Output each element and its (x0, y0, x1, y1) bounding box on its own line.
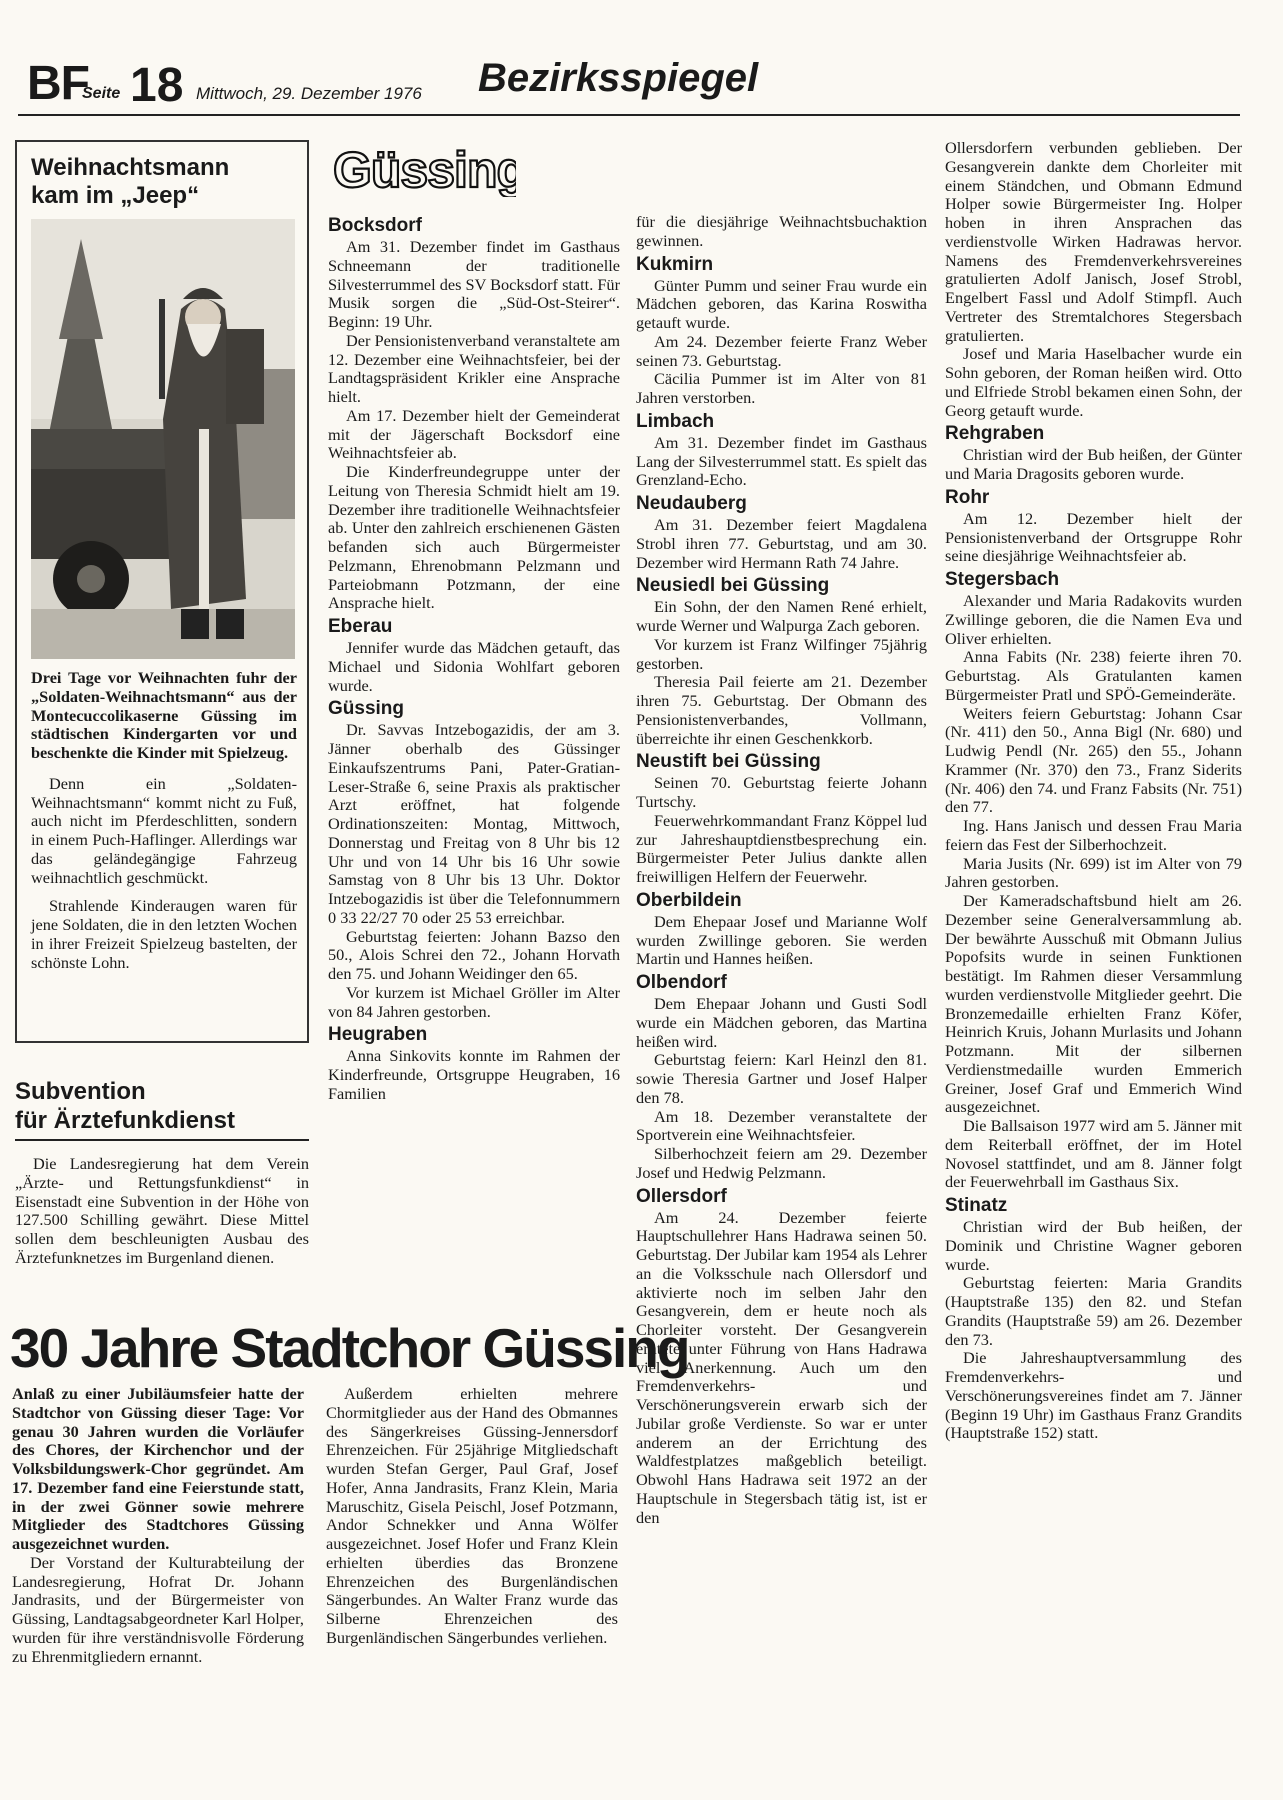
paragraph: Geburtstag feierten: Maria Grandits (Hauptstraße 135) den 82. und Stefan Grandits (Hauptstraße 59) am 26. Dezember den 73. (945, 1273, 1242, 1349)
village-heading: Neustift bei Güssing (636, 751, 821, 773)
santa-photo-illustration (31, 219, 295, 659)
stadtchor-lead: Anlaß zu einer Jubiläumsfeier hatte der Stadtchor von Güssing dieser Tage: Vor genau 30 Jahren wurden die Vorläufer des Chores, der Kirchenchor und der Volksbildungswerk-Chor gegründet. Am 17. Dezember fand eine Feierstunde statt, in der zwei Gönner sowie mehrere Mitglieder des Stadtchores Güssing ausgezeichnet wurden. (12, 1384, 304, 1553)
village-heading: Güssing (328, 698, 405, 720)
jeep-article-body (31, 669, 297, 972)
village-heading: Kukmirn (636, 253, 714, 275)
issue-date: Mittwoch, 29. Dezember 1976 (196, 84, 422, 103)
stadtchor-headline: 30 Jahre Stadtchor Güssing (10, 1317, 689, 1379)
paragraph: Maria Jusits (Nr. 699) ist im Alter von 79 Jahren gestorben. (945, 853, 1242, 892)
paragraph: Die Jahreshauptversammlung des Fremdenverkehrs- und Verschönerungsvereines findet am 7. Jänner (Beginn 19 Uhr) im Gasthaus Franz Grandits (Hauptstraße 152) statt. (945, 1348, 1242, 1443)
paragraph: Seinen 70. Geburtstag feierte Johann Turtschy. (636, 773, 927, 811)
paragraph: Außerdem erhielten mehrere Chormitglieder aus der Hand des Obmannes des Sängerkreises Güssing-Jennersdorf Ehrenzeichen. Für 25jährige Mitgliedschaft wurden Stefan Gerger, Paul Graf, Josef Hofer, Anna Jandrasits, Franz Klein, Maria Maruschitz, Gisela Peischl, Josef Potzmann, Andor Schnekker und Anna Wölfer ausgezeichnet. Josef Hofer und Franz Klein erhielten überdies das Bronzene Ehrenzeichen des Burgenländischen Sängerbundes. An Walter Franz wurde das Silberne Ehrenzeichen des Burgenländischen Sängerbundes verliehen. (326, 1384, 618, 1647)
publication-logo: BF (27, 57, 89, 110)
village-heading: Heugraben (328, 1024, 428, 1046)
paragraph: Theresia Pail feierte am 21. Dezember ihren 75. Geburtstag. Der Obmann des Pensionistenverbandes, Vollmann, überreichte ihr einen Geschenkkorb. (636, 672, 927, 748)
paragraph: Die Landesregierung hat dem Verein „Ärzte- und Rettungsfunkdienst“ in Eisenstadt eine Subvention in der Höhe von 127.500 Schilling gewährt. Diese Mittel sollen dem beschleunigten Ausbau des Ärztefunknetzes im Burgenland dienen. (15, 1154, 309, 1267)
stadtchor-col-2 (326, 1385, 618, 1648)
paragraph: Der Kameradschaftsbund hielt am 26. Dezember seine Generalversammlung ab. Der bewährte Ausschuß mit Obmann Julius Popofsits wurde in seinen Funktionen bestätigt. Im Rahmen dieser Versammlung wurden verdienstvolle Mitglieder geehrt. Die Bronzemedaille erhielten Franz Köfer, Heinrich Kruis, Johann Murlasits und Johann Potzmann. Mit der silbernen Verdienstmedaille wurden Emmerich Greiner, Josef Graf und Emmerich Wind ausgezeichnet. (945, 891, 1242, 1117)
village-heading: Olbendorf (636, 972, 727, 993)
village-heading: Stegersbach (945, 569, 1060, 590)
paragraph: für die diesjährige Weihnachtsbuchaktion gewinnen. (636, 212, 927, 250)
village-heading: Rehgraben (945, 423, 1045, 445)
paragraph: Die Ballsaison 1977 wird am 5. Jänner mit dem Reiterball eröffnet, der im Hotel Novosel stattfindet, und am 8. Jänner folgt der Feuerwehrball im Gasthaus Six. (945, 1116, 1242, 1192)
subvention-article (15, 1077, 309, 1268)
guessing-section-logo (331, 139, 516, 197)
paragraph: Anna Sinkovits konnte im Rahmen der Kinderfreunde, Ortsgruppe Heugraben, 16 Familien (328, 1046, 620, 1103)
paragraph: Feuerwehrkommandant Franz Köppel lud zur Jahreshauptdienstbesprechung ein. Bürgermeister Peter Julius dankte allen freiwilligen Helfern der Feuerwehr. (636, 810, 927, 886)
subvention-title: Subvention für Ärztefunkdienst (15, 1078, 236, 1134)
paragraph: Cäcilia Pummer ist im Alter von 81 Jahren verstorben. (636, 369, 927, 407)
village-heading: Stinatz (945, 1195, 1008, 1216)
paragraph: Dr. Savvas Intzebogazidis, der am 3. Jänner oberhalb des Güssinger Einkaufszentrums Pani, Pater-Gratian-Leser-Straße 6, seine Praxis als praktischer Arzt eröffnet, hat folgende Ordinationszeiten: Montag, Mittwoch, Donnerstag und Freitag von 8 Uhr bis 12 Uhr und von 14 Uhr bis 16 Uhr sowie Samstag von 8 Uhr bis 13 Uhr. Doktor Intzebogazidis ist über die Telefonnummern 0 33 22/27 70 oder 25 53 erreichbar. (328, 720, 620, 927)
header-rule (18, 114, 1240, 116)
paragraph: Am 31. Dezember findet im Gasthaus Schneemann der traditionelle Silvesterrummel des SV Bocksdorf statt. Für Musik sorgen die „Süd-Ost-Steirer“. Beginn: 19 Uhr. (328, 237, 620, 331)
paragraph: Jennifer wurde das Mädchen getauft, das Michael und Sidonia Wohlfart geboren wurde. (328, 638, 620, 695)
paragraph: Am 31. Dezember feiert Magdalena Strobl ihren 77. Geburtstag, und am 30. Dezember wird Hermann Rath 74 Jahre. (636, 515, 927, 572)
stadtchor-col-1 (12, 1385, 304, 1666)
title-rule (15, 1139, 309, 1141)
photo-caption: Drei Tage vor Weihnachten fuhr der „Soldaten-Weihnachtsmann“ aus der Montecuccolikaserne Güssing im städtischen Kindergarten vor und beschenkte die Kinder mit Spielzeug. (31, 668, 297, 762)
village-heading: Neusiedl bei Güssing (636, 575, 830, 597)
village-heading: Eberau (328, 616, 393, 637)
paragraph: Am 24. Dezember feierte Hauptschullehrer Hans Hadrawa seinen 50. Geburtstag. Der Jubilar kam 1954 als Lehrer an die Volksschule nach Ollersdorf und aktivierte noch im selben Jahr den Gesangverein, dem er heute noch als Chorleiter vorsteht. Der Gesangverein erntete unter Führung von Hans Hadrawa viel Anerkennung. Auch um den Fremdenverkehrs- und Verschönerungsverein erwarb sich der Jubilar große Verdienste. So war er unter anderem an der Errichtung des Waldfestplatzes maßgeblich beteiligt. Obwohl Hans Hadrawa seit 1972 an der Hauptschule in Stegersbach tätig ist, ist er den (636, 1207, 927, 1527)
village-heading: Neudauberg (636, 493, 747, 514)
village-heading: Oberbildein (636, 889, 742, 911)
paragraph: Am 18. Dezember veranstaltete der Sportverein eine Weihnachtsfeier. (636, 1106, 927, 1145)
paragraph: Dem Ehepaar Josef und Marianne Wolf wurden Zwillinge geboren. Sie werden Martin und Hannes heißen. (636, 911, 927, 969)
paragraph: Ollersdorfern verbunden geblieben. Der Gesangverein dankte dem Chorleiter mit einem Ständchen, und Obmann Edmund Holper sowie Bürgermeister Ing. Holper hoben in ihren Ansprachen das verdienstvolle Wirken Hadrawas hervor. Namens des Fremdenverkehrsvereines gratulierten Adolf Janisch, Josef Strobl, Engelbert Fassl und Adolf Stimpfl. Auch Vertreter des Stremtalchores Stegersbach gratulierten. (945, 138, 1242, 345)
paragraph: Josef und Maria Haselbacher wurde ein Sohn geboren, der Roman heißen wird. Otto und Elfriede Strobl bekamen einen Sohn, der Georg getauft wurde. (945, 344, 1242, 420)
page-label: Seite (82, 85, 121, 102)
jeep-article-box (15, 140, 309, 1043)
paragraph: Ing. Hans Janisch und dessen Frau Maria feiern das Fest der Silberhochzeit. (945, 816, 1242, 854)
paragraph: Strahlende Kinderaugen waren für jene Soldaten, die in den letzten Wochen in ihrer Freizeit Spielzeug bastelten, der schönste Lohn. (31, 896, 297, 972)
village-heading: Bocksdorf (328, 215, 422, 236)
jeep-article-title: Weihnachtsmann kam im „Jeep“ (31, 154, 230, 209)
paragraph: Geburtstag feierten: Johann Bazso den 50., Alois Schrei den 72., Johann Horvath den 75. und Johann Weidinger den 65. (328, 926, 620, 983)
page-number: 18 (130, 59, 184, 112)
village-heading: Limbach (636, 410, 715, 432)
paragraph: Am 24. Dezember feierte Franz Weber seinen 73. Geburtstag. (636, 331, 927, 370)
paragraph: Der Vorstand der Kulturabteilung der Landesregierung, Hofrat Dr. Johann Jandrasits, und der Bürgermeister von Güssing, Landtagsabgeordneter Karl Holper, wurden für ihre verständnisvolle Förderung zu Ehrenmitgliedern ernannt. (12, 1552, 304, 1666)
paragraph: Weiters feiern Geburtstag: Johann Csar (Nr. 411) den 50., Anna Bigl (Nr. 680) und Ludwig Pendl (Nr. 265) den 55., Johann Krammer (Nr. 370) den 73., Franz Siderits (Nr. 406) den 74. und Franz Fabsits (Nr. 751) den 77. (945, 703, 1242, 817)
paragraph: Die Kinderfreundegruppe unter der Leitung von Theresia Schmidt hielt am 19. Dezember ihre traditionelle Weihnachtsfeier ab. Unter den zahlreich erschienenen Gästen befanden sich auch Bürgermeister Pelzmann, Ehrenobmann Pelzmann und Parteiobmann Potzmann, der eine Ansprache hielt. (328, 462, 620, 613)
paragraph: Der Pensionistenverband veranstaltete am 12. Dezember eine Weihnachtsfeier, bei der Landtagspräsident Krikler eine Ansprache hielt. (328, 330, 620, 406)
paragraph: Günter Pumm und seiner Frau wurde ein Mädchen geboren, das Karina Roswitha getauft wurde. (636, 275, 927, 332)
paragraph: Ein Sohn, der den Namen René erhielt, wurde Werner und Walpurga Zach geboren. (636, 597, 927, 635)
village-heading: Ollersdorf (636, 1185, 727, 1207)
village-heading: Rohr (945, 486, 990, 508)
paragraph: Denn ein „Soldaten-Weihnachtsmann“ kommt nicht zu Fuß, auch nicht im Pferdeschlitten, sondern in einem Puch-Haflinger. Allerdings war das geländegängige Fahrzeug weihnachtlich geschmückt. (31, 773, 297, 887)
guessing-title-text: Güssing (333, 142, 516, 197)
column-2 (328, 212, 620, 1104)
paragraph: Silberhochzeit feiern am 29. Dezember Josef und Hedwig Pelzmann. (636, 1144, 927, 1182)
paragraph: Alexander und Maria Radakovits wurden Zwillinge geboren, die die Namen Eva und Oliver erhielten. (945, 591, 1242, 648)
paragraph: Am 12. Dezember hielt der Pensionistenverband der Ortsgruppe Rohr seine diesjährige Weihnachtsfeier ab. (945, 508, 1242, 566)
paragraph: Vor kurzem ist Michael Gröller im Alter von 84 Jahren gestorben. (328, 982, 620, 1021)
paragraph: Christian wird der Bub heißen, der Günter und Maria Dragosits geboren wurde. (945, 445, 1242, 483)
column-4 (945, 139, 1242, 1443)
paragraph: Anna Fabits (Nr. 238) feierte ihren 70. Geburtstag. Als Gratulanten kamen Bürgermeister Pratl und SPÖ-Gemeinderäte. (945, 647, 1242, 704)
paragraph: Vor kurzem ist Franz Wilfinger 75jährig gestorben. (636, 634, 927, 673)
santa-jeep-photo (31, 219, 295, 659)
paragraph: Christian wird der Bub heißen, der Dominik und Christine Wagner geboren wurde. (945, 1217, 1242, 1274)
section-title: Bezirksspiegel (478, 56, 759, 100)
paragraph: Geburtstag feiern: Karl Heinzl den 81. sowie Theresia Gartner und Josef Halper den 78. (636, 1050, 927, 1107)
paragraph: Am 31. Dezember findet im Gasthaus Lang der Silvesterrummel statt. Es spielt das Grenzland-Echo. (636, 432, 927, 490)
paragraph: Dem Ehepaar Johann und Gusti Sodl wurde ein Mädchen geboren, das Martina heißen wird. (636, 994, 927, 1051)
paragraph: Am 17. Dezember hielt der Gemeinderat mit der Jägerschaft Bocksdorf eine Weihnachtsfeier ab. (328, 405, 620, 463)
